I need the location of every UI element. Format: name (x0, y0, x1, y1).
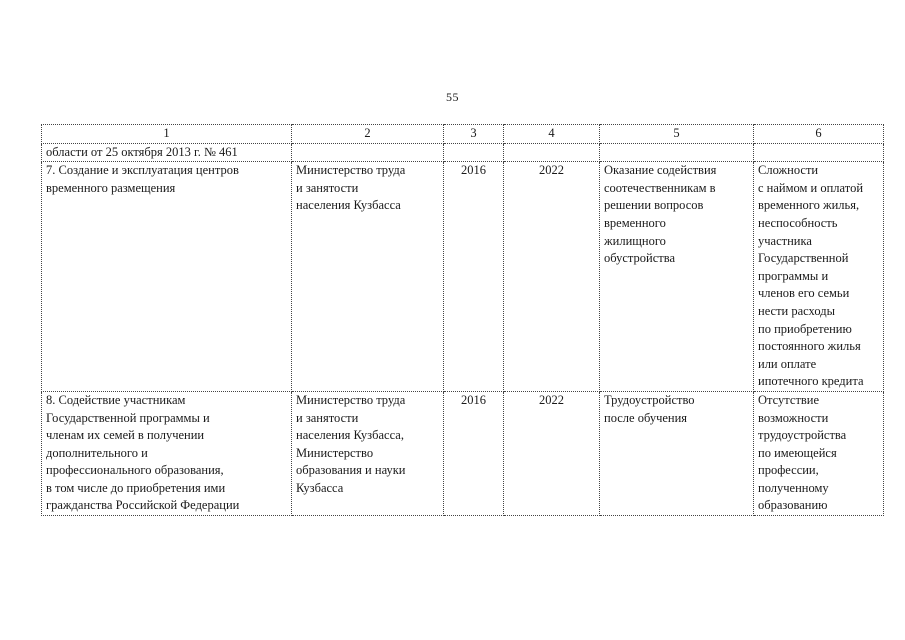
end-year-cell: 2022 (504, 162, 600, 392)
cell-line: программы и (758, 268, 829, 283)
start-year-cell: 2016 (444, 162, 504, 392)
cell-line: Государственной (758, 251, 849, 266)
cell-line: по имеющейся (758, 445, 837, 460)
result-cell (600, 391, 754, 515)
cell-line: гражданства Российской Федерации (46, 498, 240, 513)
header-cell-1: 1 (42, 125, 292, 144)
start-year-cell: 2016 (444, 391, 504, 515)
cell-line: Кузбасса (296, 480, 344, 495)
cell-line: Министерство труда (296, 163, 406, 178)
cell-line: с наймом и оплатой (758, 180, 864, 195)
risk-cell (754, 162, 884, 392)
cell-line: и занятости (296, 410, 359, 425)
continuation-cell-4 (504, 143, 600, 162)
cell-line: Министерство труда (296, 392, 406, 407)
cell-line: трудоустройства (758, 428, 847, 443)
cell-line: нести расходы (758, 303, 835, 318)
risk-cell (754, 391, 884, 515)
cell-line: неспособность (758, 215, 838, 230)
cell-line: возможности (758, 410, 829, 425)
cell-line: населения Кузбасса (296, 198, 401, 213)
header-cell-6: 6 (754, 125, 884, 144)
measure-cell (42, 162, 292, 392)
header-cell-5: 5 (600, 125, 754, 144)
responsible-cell (292, 391, 444, 515)
cell-line: населения Кузбасса, (296, 428, 404, 443)
cell-line: 8. Содействие участникам (46, 392, 186, 407)
cell-line: жилищного (604, 233, 666, 248)
cell-line: соотечественникам в (604, 180, 716, 195)
cell-line: профессионального образования, (46, 463, 224, 478)
table-row-8 (42, 391, 884, 515)
cell-line: Оказание содействия (604, 163, 717, 178)
table-row-7 (42, 162, 884, 392)
cell-line: и занятости (296, 180, 359, 195)
page-number: 55 (446, 90, 459, 104)
cell-line: участника (758, 233, 812, 248)
continuation-cell-1: области от 25 октября 2013 г. № 461 (42, 143, 292, 162)
cell-line: профессии, (758, 463, 819, 478)
cell-line: Сложности (758, 163, 819, 178)
cell-line: Государственной программы и (46, 410, 210, 425)
cell-line: постоянного жилья (758, 339, 861, 354)
responsible-cell (292, 162, 444, 392)
cell-line: членам их семей в получении (46, 428, 205, 443)
continuation-cell-5 (600, 143, 754, 162)
cell-line: обустройства (604, 251, 676, 266)
cell-line: временного жилья, (758, 198, 860, 213)
cell-line: после обучения (604, 410, 688, 425)
cell-line: 7. Создание и эксплуатация центров (46, 163, 239, 178)
cell-line: членов его семьи (758, 286, 850, 301)
cell-line: ипотечного кредита (758, 374, 864, 389)
measures-table (41, 124, 884, 516)
cell-line: образованию (758, 498, 828, 513)
continuation-row (42, 143, 884, 162)
cell-line: временного размещения (46, 180, 176, 195)
cell-line: по приобретению (758, 321, 852, 336)
cell-line: Отсутствие (758, 392, 820, 407)
cell-line: полученному (758, 480, 829, 495)
table-header-row (42, 125, 884, 144)
result-cell (600, 162, 754, 392)
cell-line: в том числе до приобретения ими (46, 480, 226, 495)
continuation-cell-3 (444, 143, 504, 162)
cell-line: дополнительного и (46, 445, 148, 460)
cell-line: Трудоустройство (604, 392, 695, 407)
cell-line: образования и науки (296, 463, 406, 478)
cell-line: временного (604, 215, 666, 230)
cell-line: или оплате (758, 356, 817, 371)
cell-line: решении вопросов (604, 198, 704, 213)
header-cell-3: 3 (444, 125, 504, 144)
end-year-cell: 2022 (504, 391, 600, 515)
continuation-cell-6 (754, 143, 884, 162)
header-cell-2: 2 (292, 125, 444, 144)
header-cell-4: 4 (504, 125, 600, 144)
measure-cell (42, 391, 292, 515)
continuation-cell-2 (292, 143, 444, 162)
cell-line: Министерство (296, 445, 374, 460)
